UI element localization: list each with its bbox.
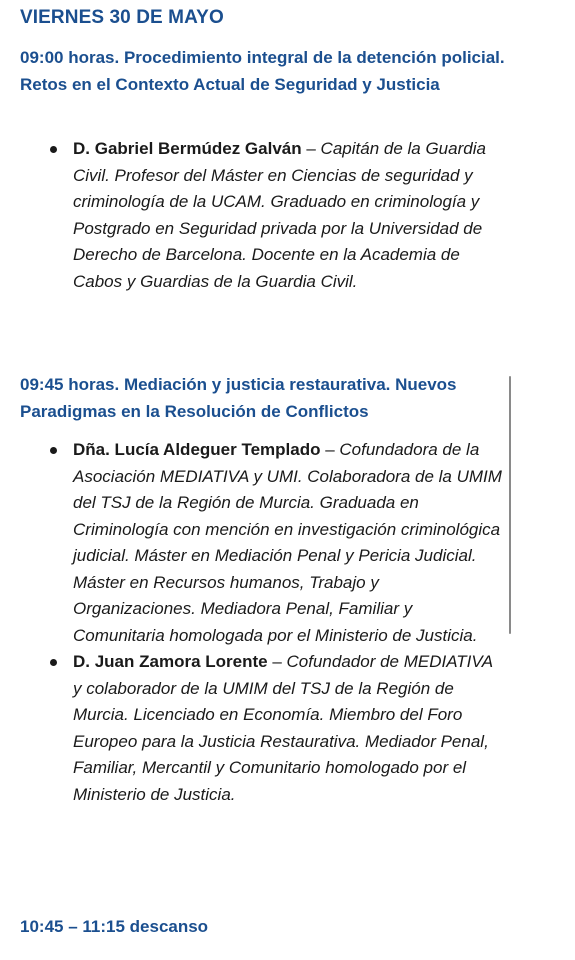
speaker-separator: – bbox=[301, 139, 321, 158]
speaker-name: D. Juan Zamora Lorente bbox=[73, 652, 268, 671]
speaker-list bbox=[0, 136, 503, 295]
bullet-icon bbox=[50, 659, 57, 666]
speaker-list bbox=[0, 437, 503, 808]
speaker-separator: – bbox=[267, 652, 287, 671]
bullet-icon bbox=[50, 146, 57, 153]
scrollbar[interactable] bbox=[509, 376, 511, 634]
speaker-item bbox=[0, 437, 503, 649]
session-title: 09:45 horas. Mediación y justicia restaurativa. Nuevos Paradigmas en la Resolución de Conflictos bbox=[20, 375, 457, 421]
speaker-bio: Cofundadora de la Asociación MEDIATIVA y UMI. Colaboradora de la UMIM del TSJ de la Región de Murcia. Graduada en Criminología con mención en investigación criminológica judicial. Máster en Mediación Penal y Pericia Judicial. Máster en Recursos humanos, Trabajo y Organizaciones. Mediadora Penal, Familiar y Comunitaria homologada por el Ministerio de Justicia. bbox=[73, 440, 502, 645]
session-title: 09:00 horas. Procedimiento integral de la detención policial. Retos en el Contexto Actual de Seguridad y Justicia bbox=[20, 48, 505, 94]
speaker-name: Dña. Lucía Aldeguer Templado bbox=[73, 440, 321, 459]
speaker-item bbox=[0, 136, 503, 295]
break-title: 10:45 – 11:15 descanso bbox=[20, 917, 209, 936]
day-title: VIERNES 30 DE MAYO bbox=[20, 7, 224, 28]
bullet-icon bbox=[50, 447, 57, 454]
speaker-separator: – bbox=[320, 440, 340, 459]
speaker-item bbox=[0, 649, 503, 808]
speaker-name: D. Gabriel Bermúdez Galván bbox=[73, 139, 302, 158]
speaker-bio: Capitán de la Guardia Civil. Profesor del Máster en Ciencias de seguridad y criminología de la UCAM. Graduado en criminología y Postgrado en Seguridad privada por la Universidad de Derecho de Barcelona. Docente en la Academia de Cabos y Guardias de la Guardia Civil. bbox=[73, 139, 486, 291]
speaker-bio: Cofundador de MEDIATIVA y colaborador de la UMIM del TSJ de la Región de Murcia. Licenciado en Economía. Miembro del Foro Europeo para la Justicia Restaurativa. Mediador Penal, Familiar, Mercantil y Comunitario homologado por el Ministerio de Justicia. bbox=[73, 652, 493, 804]
